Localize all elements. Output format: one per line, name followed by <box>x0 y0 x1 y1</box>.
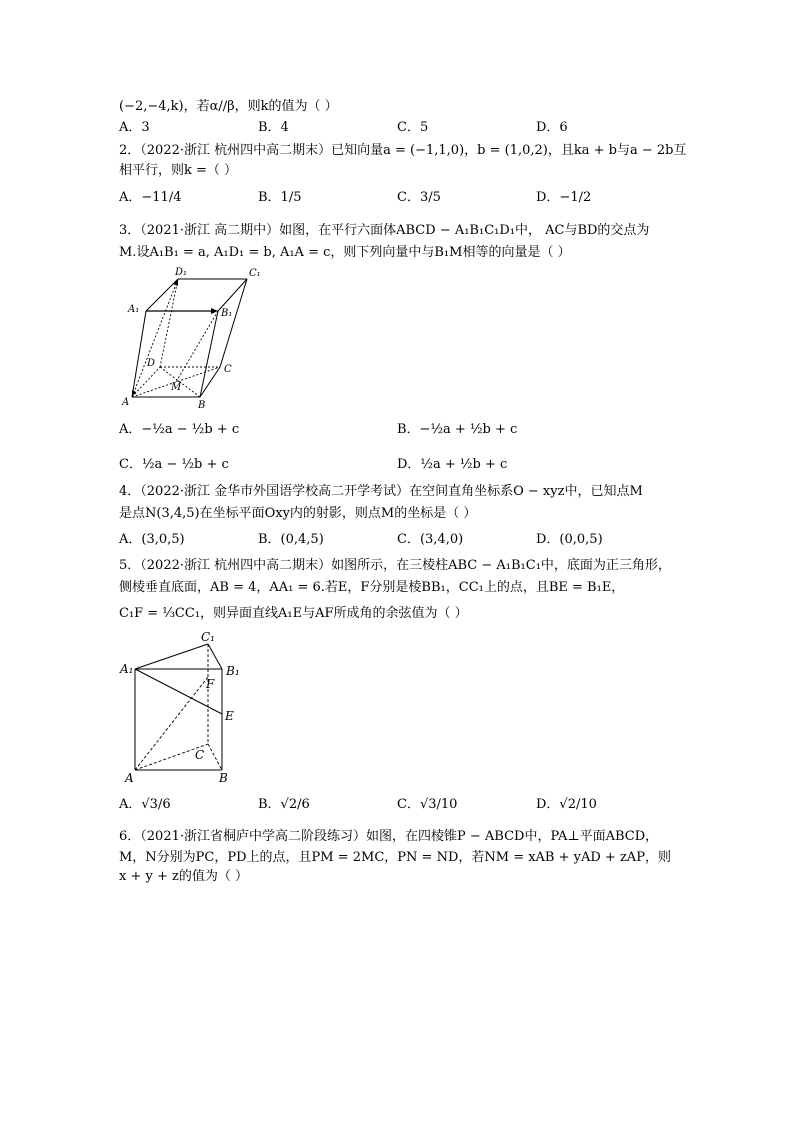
q4-options <box>119 530 679 550</box>
q2-option-b[interactable]: B．1/5 <box>258 190 302 205</box>
q5-option-a[interactable]: A．√3/6 <box>119 797 171 812</box>
q5-stem-line3: C₁F = ⅓CC₁，则异面直线A₁E与AF所成角的余弦值为（ ） <box>119 606 468 621</box>
fig5-label-b1: B₁ <box>226 664 240 678</box>
q3-option-d[interactable]: D．½a + ½b + c <box>397 457 508 472</box>
q1-option-b[interactable]: B．4 <box>258 120 289 135</box>
fig5-label-a1: A₁ <box>120 662 134 676</box>
q4-stem-line1: 4．（2022·浙江 金华市外国语学校高二开学考试）在空间直角坐标系O − xyz中，已知点M <box>119 484 643 499</box>
q3-option-b[interactable]: B．−½a + ½b + c <box>397 422 518 437</box>
fig5-label-c1: C₁ <box>201 630 215 644</box>
fig5-label-e: E <box>225 709 234 723</box>
fig5-label-b: B <box>219 771 228 785</box>
q1-option-a[interactable]: A．3 <box>119 120 150 135</box>
fig3-label-b1: B₁ <box>221 308 233 319</box>
q3-stem-line1: 3．（2021·浙江 高二期中）如图，在平行六面体ABCD − A₁B₁C₁D₁中， AC与BD的交点为 <box>119 223 650 238</box>
q5-option-d[interactable]: D．√2/10 <box>536 797 597 812</box>
q3-stem-line2: M.设A₁B₁ = a, A₁D₁ = b, A₁A = c，则下列向量中与B₁M相等的向量是（ ） <box>119 245 571 260</box>
q4-option-d[interactable]: D．(0,0,5) <box>536 532 603 547</box>
q4-option-a[interactable]: A．(3,0,5) <box>119 532 185 547</box>
q6-stem-line3: x + y + z的值为（ ） <box>119 869 248 884</box>
q2-stem-line2: 相平行，则k =（ ） <box>119 163 238 178</box>
q6-stem-line2: M，N分别为PC，PD上的点，且PM = 2MC，PN = ND，若NM = xAB + yAD + zAP，则 <box>119 850 671 865</box>
fig3-label-c1: C₁ <box>249 268 261 279</box>
q4-option-c[interactable]: C．(3,4,0) <box>397 532 464 547</box>
q5-option-c[interactable]: C．√3/10 <box>397 797 458 812</box>
fig3-label-c: C <box>224 364 232 375</box>
q6-stem-line1: 6．（2021·浙江省桐庐中学高二阶段练习）如图，在四棱锥P − ABCD中，PA⊥平面ABCD， <box>119 829 659 844</box>
q5-stem-line1: 5．（2022·浙江 杭州四中高二期末）如图所示，在三棱柱ABC − A₁B₁C₁中，底面为正三角形， <box>119 558 671 573</box>
q2-option-a[interactable]: A．−11/4 <box>119 190 182 205</box>
q1-option-c[interactable]: C．5 <box>397 120 429 135</box>
fig3-label-d: D <box>147 358 156 369</box>
q2-option-c[interactable]: C．3/5 <box>397 190 441 205</box>
q3-options-row1 <box>119 420 719 440</box>
fig5-label-a: A <box>125 771 134 785</box>
fig3-label-a: A <box>122 397 130 408</box>
q3-option-a[interactable]: A．−½a − ½b + c <box>119 422 240 437</box>
fig3-label-a1: A₁ <box>128 304 140 315</box>
fig3-label-d1: D₁ <box>175 267 188 278</box>
q4-stem-line2: 是点N(3,4,5)在坐标平面Oxy内的射影，则点M的坐标是（ ） <box>119 506 477 521</box>
prism-figure <box>118 628 248 788</box>
q5-options <box>119 795 679 815</box>
fig3-label-b: B <box>198 400 206 410</box>
intro-line: (−2,−4,k)，若α//β，则k的值为（ ） <box>119 99 338 114</box>
q1-options <box>119 118 679 138</box>
q5-option-b[interactable]: B．√2/6 <box>258 797 310 812</box>
q2-options <box>119 188 679 208</box>
fig5-label-f: F <box>206 677 215 691</box>
q2-stem-line1: 2．（2022·浙江 杭州四中高二期末）已知向量a = (−1,1,0)，b = (1,0,2)，且ka + b与a − 2b互 <box>119 143 687 158</box>
parallelepiped-figure <box>120 262 270 410</box>
q1-option-d[interactable]: D．6 <box>536 120 568 135</box>
q2-option-d[interactable]: D．−1/2 <box>536 190 592 205</box>
q3-options-row2 <box>119 455 719 475</box>
q4-option-b[interactable]: B．(0,4,5) <box>258 532 324 547</box>
fig3-label-m: M <box>171 382 182 393</box>
q3-option-c[interactable]: C．½a − ½b + c <box>119 457 229 472</box>
fig5-label-c: C <box>195 748 205 762</box>
q5-stem-line2: 侧棱垂直底面，AB = 4，AA₁ = 6.若E，F分别是棱BB₁，CC₁上的点，且BE = B₁E， <box>119 580 625 595</box>
